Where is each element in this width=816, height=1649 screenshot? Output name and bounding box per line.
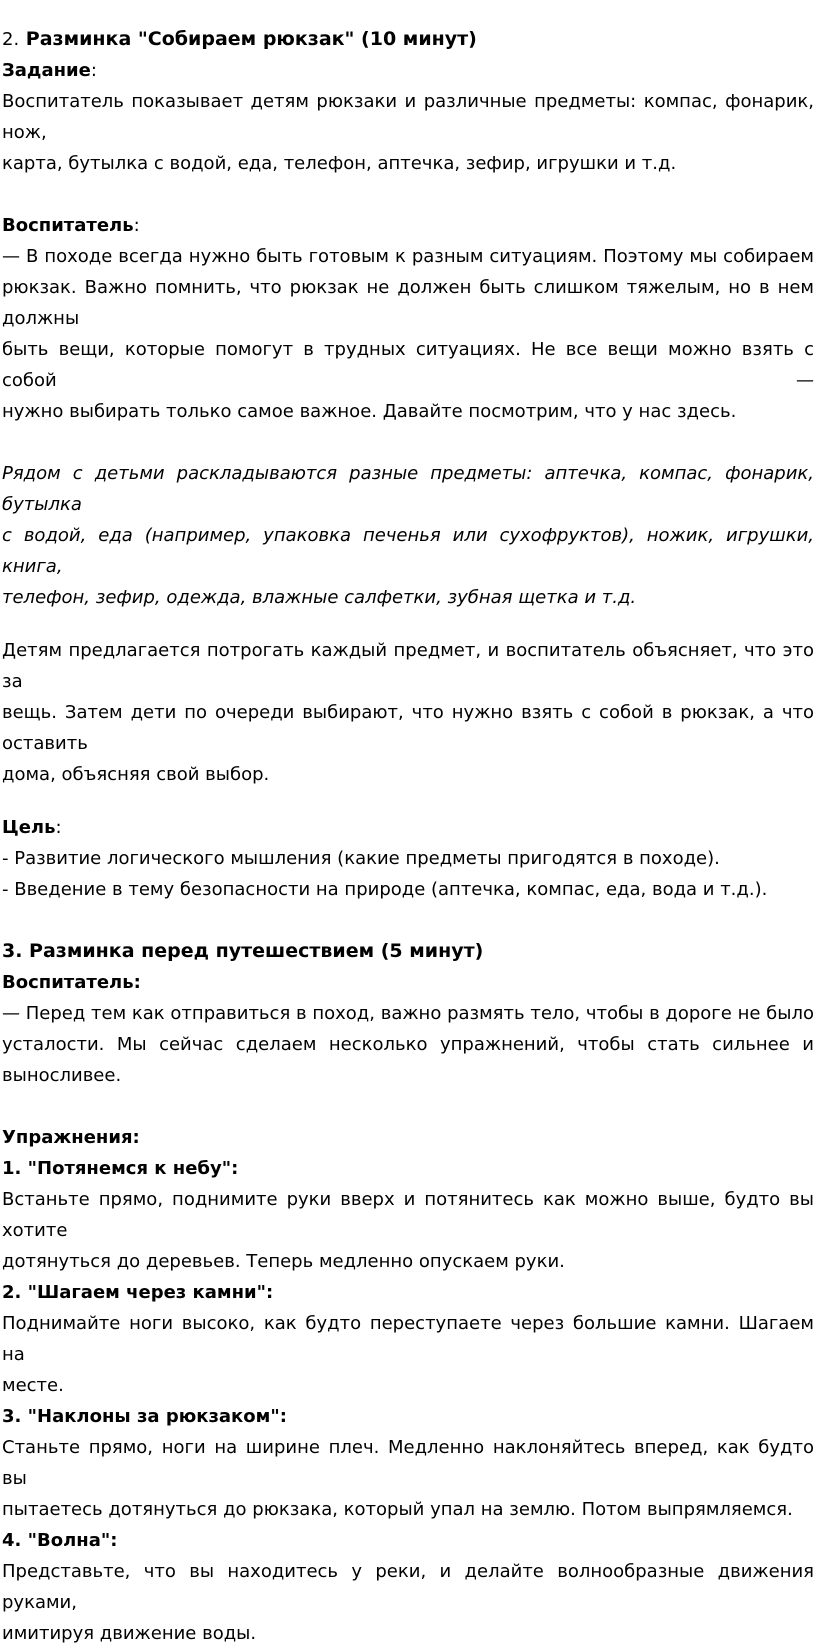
explain-line-1: Детям предлагается потрогать каждый предмет, и воспитатель объясняет, что это за xyxy=(2,640,814,692)
section-3-teacher-label: Воспитатель: xyxy=(2,972,141,993)
section-3-teacher-line-1: — Перед тем как отправиться в поход, важно размять тело, чтобы в дороге не было xyxy=(2,1003,814,1024)
exercise-4-line-1: Представьте, что вы находитесь у реки, и делайте волнообразные движения руками, xyxy=(2,1561,814,1613)
items-line-1: Рядом с детьми раскладываются разные предметы: аптечка, компас, фонарик, бутылка xyxy=(2,463,814,515)
section-3-teacher-line-3: выносливее. xyxy=(2,1065,122,1086)
explain-line-2: вещь. Затем дети по очереди выбирают, что нужно взять с собой в рюкзак, а что оставить xyxy=(2,702,814,754)
teacher-label-line: Воспитатель: xyxy=(2,215,140,236)
exercise-2-line-1: Поднимайте ноги высоко, как будто переступаете через большие камни. Шагаем на xyxy=(2,1313,814,1365)
goal-line-2: - Введение в тему безопасности на природе (аптечка, компас, еда, вода и т.д.). xyxy=(2,879,768,900)
teacher-line-1: — В походе всегда нужно быть готовым к разным ситуациям. Поэтому мы собираем xyxy=(2,246,814,267)
exercise-3-line-2: пытаетесь дотянуться до рюкзака, который упал на землю. Потом выпрямляемся. xyxy=(2,1499,793,1520)
teacher-line-3: быть вещи, которые помогут в трудных ситуациях. Не все вещи можно взять с собой — xyxy=(2,339,814,391)
exercises-label: Упражнения: xyxy=(2,1127,140,1148)
items-line-3: телефон, зефир, одежда, влажные салфетки, зубная щетка и т.д. xyxy=(2,587,637,608)
section-2-number: 2. xyxy=(2,29,20,50)
exercise-4-title: 4. "Волна": xyxy=(2,1530,118,1551)
exercise-4-line-2: имитируя движение воды. xyxy=(2,1623,257,1644)
task-line-1: Воспитатель показывает детям рюкзаки и различные предметы: компас, фонарик, нож, xyxy=(2,91,814,143)
goal-label: Цель xyxy=(2,817,56,838)
task-label-line: Задание: xyxy=(2,60,97,81)
section-3-teacher-line-2: усталости. Мы сейчас сделаем несколько упражнений, чтобы стать сильнее и xyxy=(2,1034,814,1055)
exercise-2-line-2: месте. xyxy=(2,1375,64,1396)
task-line-2: карта, бутылка с водой, еда, телефон, аптечка, зефир, игрушки и т.д. xyxy=(2,153,677,174)
task-label: Задание xyxy=(2,60,91,81)
section-3-title: 3. Разминка перед путешествием (5 минут) xyxy=(2,940,484,962)
section-2-title: Разминка "Собираем рюкзак" (10 минут) xyxy=(19,28,477,50)
exercise-3-line-1: Станьте прямо, ноги на ширине плеч. Медленно наклоняйтесь вперед, как будто вы xyxy=(2,1437,814,1489)
section-2-heading xyxy=(2,24,814,55)
goal-label-line: Цель: xyxy=(2,817,62,838)
teacher-label: Воспитатель xyxy=(2,215,134,236)
teacher-line-2: рюкзак. Важно помнить, что рюкзак не должен быть слишком тяжелым, но в нем должны xyxy=(2,277,814,329)
document-page xyxy=(2,24,814,1649)
exercise-1-line-2: дотянуться до деревьев. Теперь медленно опускаем руки. xyxy=(2,1251,565,1272)
exercise-1-title: 1. "Потянемся к небу": xyxy=(2,1158,239,1179)
exercise-2-title: 2. "Шагаем через камни": xyxy=(2,1282,274,1303)
teacher-line-4: нужно выбирать только самое важное. Давайте посмотрим, что у нас здесь. xyxy=(2,401,737,422)
exercise-1-line-1: Встаньте прямо, поднимите руки вверх и потянитесь как можно выше, будто вы хотите xyxy=(2,1189,814,1241)
items-line-2: с водой, еда (например, упаковка печенья или сухофруктов), ножик, игрушки, книга, xyxy=(2,525,814,577)
goal-line-1: - Развитие логического мышления (какие предметы пригодятся в походе). xyxy=(2,848,720,869)
exercise-3-title: 3. "Наклоны за рюкзаком": xyxy=(2,1406,287,1427)
explain-line-3: дома, объясняя свой выбор. xyxy=(2,764,270,785)
